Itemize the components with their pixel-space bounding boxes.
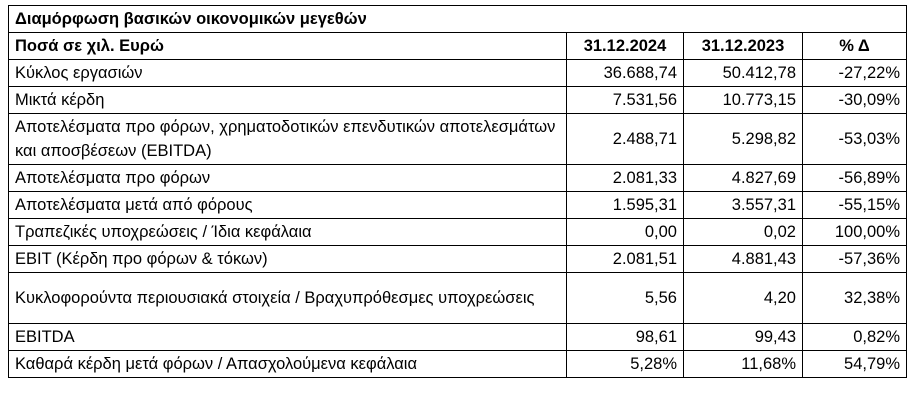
table-header-row — [9, 33, 907, 60]
value-change: -57,36% — [803, 246, 907, 273]
table-row — [9, 114, 907, 165]
row-label: EBITDA — [9, 324, 567, 351]
table-row — [9, 165, 907, 192]
value-change: -30,09% — [803, 87, 907, 114]
financial-table — [8, 5, 907, 378]
value-change: -55,15% — [803, 192, 907, 219]
financial-table-container — [8, 5, 906, 378]
row-label: Μικτά κέρδη — [9, 87, 567, 114]
value-2023: 5.298,82 — [684, 114, 803, 165]
value-2023: 99,43 — [684, 324, 803, 351]
value-2024: 2.081,33 — [567, 165, 684, 192]
value-2023: 4.881,43 — [684, 246, 803, 273]
row-label: Καθαρά κέρδη μετά φόρων / Απασχολούμενα κεφάλαια — [9, 351, 567, 378]
table-row — [9, 87, 907, 114]
value-2024: 36.688,74 — [567, 60, 684, 87]
table-row — [9, 60, 907, 87]
row-label: Τραπεζικές υποχρεώσεις / Ίδια κεφάλαια — [9, 219, 567, 246]
value-2024: 98,61 — [567, 324, 684, 351]
table-row — [9, 273, 907, 324]
value-2024: 5,56 — [567, 273, 684, 324]
value-2023: 11,68% — [684, 351, 803, 378]
header-2024: 31.12.2024 — [567, 33, 684, 60]
row-label: Αποτελέσματα προ φόρων, χρηματοδοτικών επενδυτικών αποτελεσμάτων και αποσβέσεων (EBITDA) — [9, 114, 567, 165]
row-label: Αποτελέσματα μετά από φόρους — [9, 192, 567, 219]
value-2024: 2.488,71 — [567, 114, 684, 165]
value-2023: 0,02 — [684, 219, 803, 246]
table-row — [9, 351, 907, 378]
value-2024: 0,00 — [567, 219, 684, 246]
value-change: -27,22% — [803, 60, 907, 87]
value-change: -53,03% — [803, 114, 907, 165]
value-change: 54,79% — [803, 351, 907, 378]
header-amounts: Ποσά σε χιλ. Ευρώ — [9, 33, 567, 60]
value-change: -56,89% — [803, 165, 907, 192]
table-row — [9, 324, 907, 351]
value-2024: 2.081,51 — [567, 246, 684, 273]
value-change: 100,00% — [803, 219, 907, 246]
table-title: Διαμόρφωση βασικών οικονομικών μεγεθών — [9, 6, 907, 33]
value-2023: 4,20 — [684, 273, 803, 324]
table-row — [9, 192, 907, 219]
row-label: Κύκλος εργασιών — [9, 60, 567, 87]
row-label: Κυκλοφορούντα περιουσιακά στοιχεία / Βραχυπρόθεσμες υποχρεώσεις — [9, 273, 567, 324]
table-row — [9, 219, 907, 246]
table-row — [9, 246, 907, 273]
value-2024: 5,28% — [567, 351, 684, 378]
row-label: EBIT (Κέρδη προ φόρων & τόκων) — [9, 246, 567, 273]
value-2023: 50.412,78 — [684, 60, 803, 87]
value-change: 0,82% — [803, 324, 907, 351]
value-2024: 1.595,31 — [567, 192, 684, 219]
value-2023: 4.827,69 — [684, 165, 803, 192]
header-2023: 31.12.2023 — [684, 33, 803, 60]
value-2024: 7.531,56 — [567, 87, 684, 114]
value-change: 32,38% — [803, 273, 907, 324]
header-change: % Δ — [803, 33, 907, 60]
table-title-row — [9, 6, 907, 33]
row-label: Αποτελέσματα προ φόρων — [9, 165, 567, 192]
value-2023: 10.773,15 — [684, 87, 803, 114]
value-2023: 3.557,31 — [684, 192, 803, 219]
